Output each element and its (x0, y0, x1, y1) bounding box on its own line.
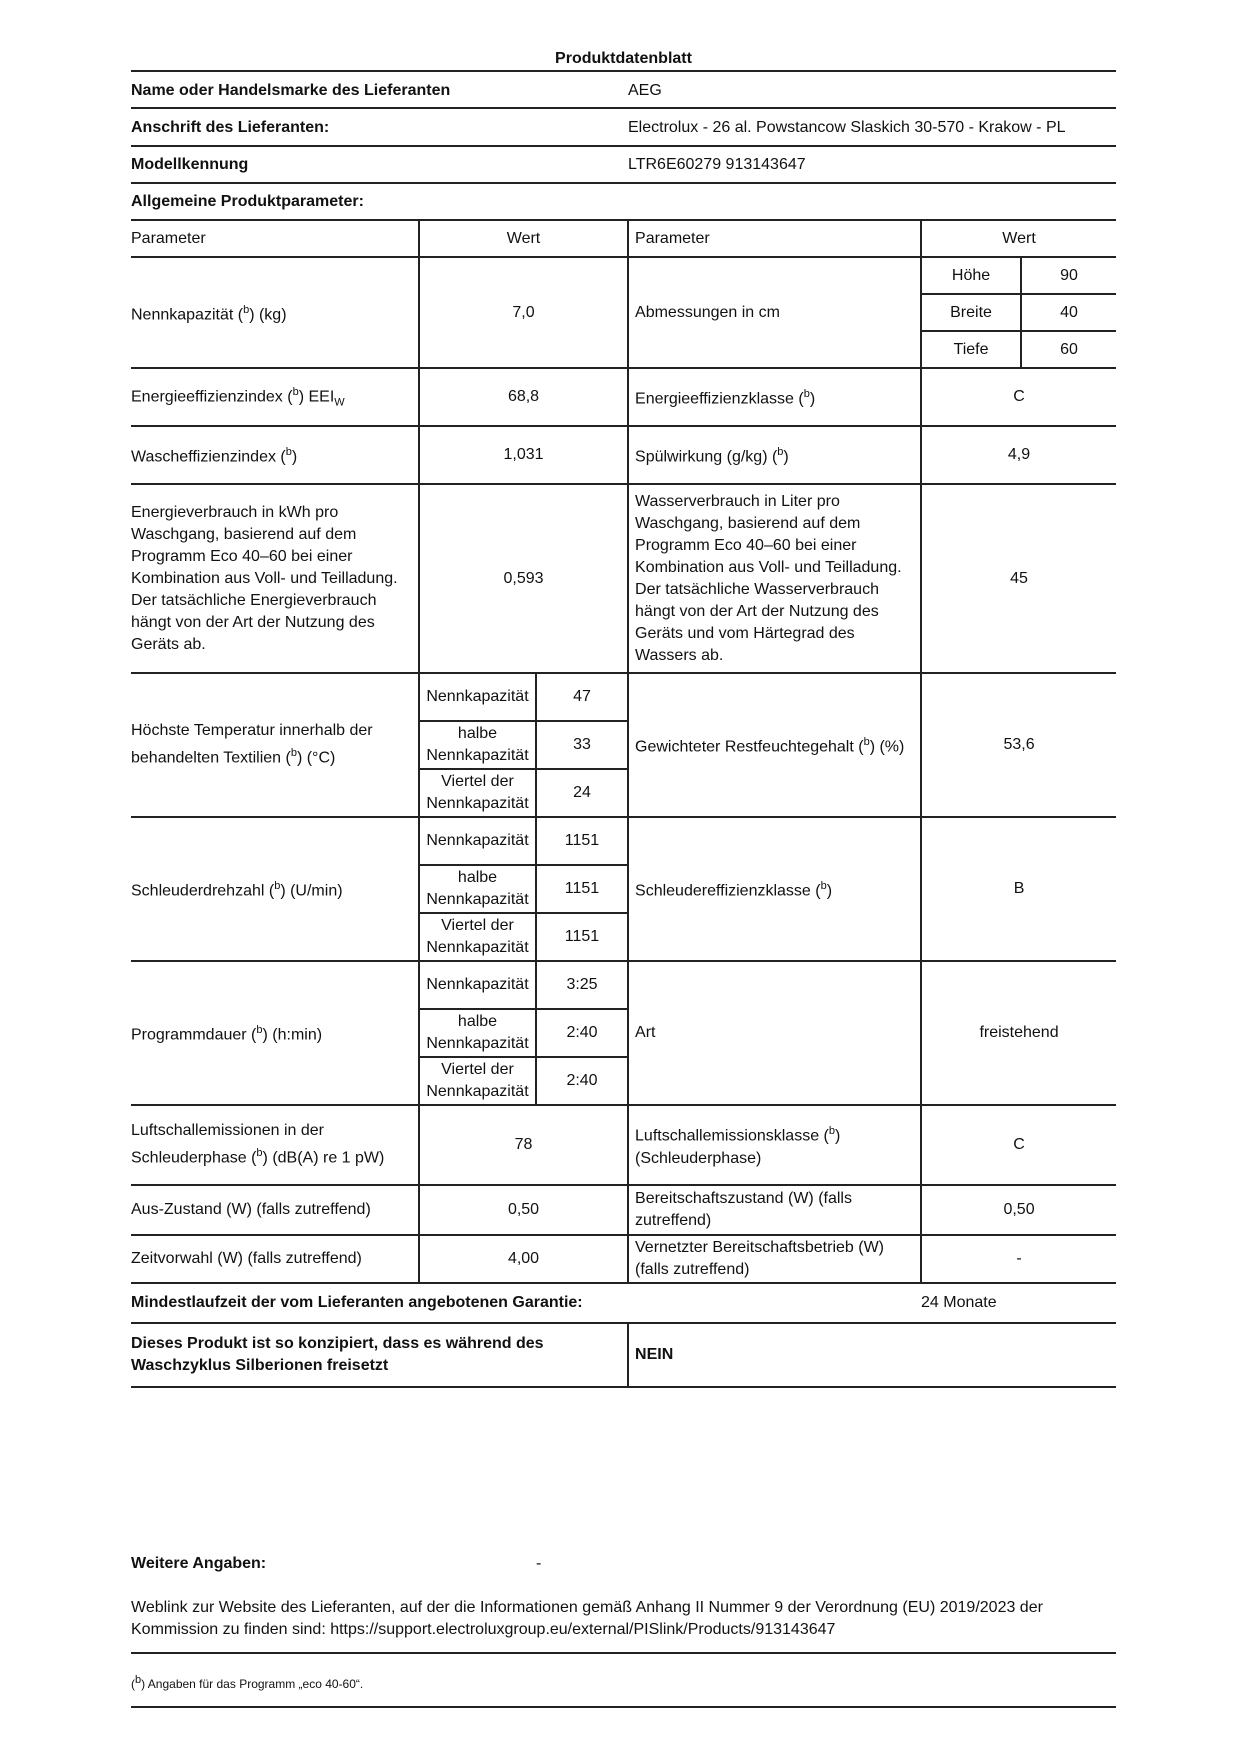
address-label: Anschrift des Lieferanten: (131, 119, 330, 136)
noise-label: Luftschallemissionen in der Schleuderphase ($^b$) (dB(A) re 1 pW) (131, 1105, 419, 1185)
model-row (131, 145, 1116, 182)
width-label: Breite (921, 294, 1021, 331)
spin-rated-value: 1151 (536, 817, 628, 865)
delay-start-label: Zeitvorwahl (W) (falls zutreffend) (131, 1235, 419, 1283)
duration-half-value: 2:40 (536, 1009, 628, 1057)
model-label: Modellkennung (131, 156, 249, 173)
warranty-value: 24 Monate (921, 1283, 1116, 1323)
parameter-table (131, 219, 1116, 1388)
duration-rated-label: Nennkapazität (419, 961, 536, 1009)
moisture-value: 53,6 (921, 673, 1116, 817)
moisture-label: Gewichteter Restfeuchtegehalt ($^b$) (%) (628, 673, 921, 817)
noise-class-value: C (921, 1105, 1116, 1185)
header-value2: Wert (921, 220, 1116, 257)
spin-speed-label: Schleuderdrehzahl ($^b$) (U/min) (131, 817, 419, 961)
spin-half-value: 1151 (536, 865, 628, 913)
spin-class-value: B (921, 817, 1116, 961)
wash-index-label: Wascheffizienzindex ($^b$) (131, 426, 419, 484)
spin-rated-label: Nennkapazität (419, 817, 536, 865)
warranty-row (131, 1283, 1116, 1323)
address-row (131, 107, 1116, 145)
water-consumption-label: Wasserverbrauch in Liter pro Waschgang, basierend auf dem Programm Eco 40–60 bei einer Kombination aus Voll- und Teilladung. Der tatsächliche Wasserverbrauch hängt von der Art der Nutzung des Geräts und vom Härtegrad des Wassers ab. (628, 484, 921, 673)
model-value: LTR6E60279 913143647 (628, 156, 806, 173)
temperature-quarter-value: 24 (536, 769, 628, 817)
height-label: Höhe (921, 257, 1021, 294)
header-param2: Parameter (628, 220, 921, 257)
table-header-row (131, 220, 1116, 257)
eei-label: Energieeffizienzindex ($^b$) $EEI_W$ (131, 368, 419, 426)
further-info-row (131, 1553, 1116, 1575)
spin-quarter-label: Viertel der Nennkapazität (419, 913, 536, 961)
table-row (131, 1185, 1116, 1235)
table-row (131, 1105, 1116, 1185)
further-value: - (536, 1555, 542, 1572)
energy-class-label: Energieeffizienzklasse ($^b$) (628, 368, 921, 426)
dimensions-label: Abmessungen in cm (628, 257, 921, 368)
capacity-value: 7,0 (419, 257, 628, 368)
header-param: Parameter (131, 220, 419, 257)
spin-class-label: Schleudereffizienzklasse ($^b$) (628, 817, 921, 961)
capacity-label: Nennkapazität ($^b$) (kg) (131, 257, 419, 368)
networked-standby-label: Vernetzter Bereitschaftsbetrieb (W) (falls zutreffend) (628, 1235, 921, 1283)
duration-rated-value: 3:25 (536, 961, 628, 1009)
rinse-value: 4,9 (921, 426, 1116, 484)
general-params-row (131, 182, 1116, 219)
temperature-rated-value: 47 (536, 673, 628, 721)
temperature-half-label: halbe Nennkapazität (419, 721, 536, 769)
table-row (131, 368, 1116, 426)
table-row (131, 961, 1116, 1009)
address-value: Electrolux - 26 al. Powstancow Slaskich 30-570 - Krakow - PL (628, 119, 1066, 136)
type-value: freistehend (921, 961, 1116, 1105)
energy-class-value: C (921, 368, 1116, 426)
duration-quarter-label: Viertel der Nennkapazität (419, 1057, 536, 1105)
divider (131, 1706, 1116, 1708)
duration-half-label: halbe Nennkapazität (419, 1009, 536, 1057)
supplier-row (131, 70, 1116, 107)
table-row (131, 484, 1116, 673)
noise-class-label: Luftschallemissionsklasse ($^b$) (Schleuderphase) (628, 1105, 921, 1185)
eei-value: 68,8 (419, 368, 628, 426)
temperature-rated-label: Nennkapazität (419, 673, 536, 721)
duration-quarter-value: 2:40 (536, 1057, 628, 1105)
off-mode-label: Aus-Zustand (W) (falls zutreffend) (131, 1185, 419, 1235)
weblink-text: Weblink zur Website des Lieferanten, auf der die Informationen gemäß Anhang II Nummer 9 der Verordnung (EU) 2019/2023 der Kommission zu finden sind: https://support.electroluxgroup.eu/external/PISlink/Products/913143647 (131, 1599, 1043, 1638)
table-row (131, 426, 1116, 484)
standby-label: Bereitschaftszustand (W) (falls zutreffend) (628, 1185, 921, 1235)
type-label: Art (628, 961, 921, 1105)
depth-label: Tiefe (921, 331, 1021, 368)
silver-value: NEIN (628, 1323, 1116, 1387)
general-params-label: Allgemeine Produktparameter: (131, 193, 364, 210)
width-value: 40 (1021, 294, 1116, 331)
standby-value: 0,50 (921, 1185, 1116, 1235)
noise-value: 78 (419, 1105, 628, 1185)
table-row (131, 1235, 1116, 1283)
footnote: (b) Angaben für das Programm „eco 40-60“. (131, 1674, 364, 1691)
silver-label: Dieses Produkt ist so konzipiert, dass es während des Waschzyklus Silberionen freisetzt (131, 1323, 628, 1387)
networked-standby-value: - (921, 1235, 1116, 1283)
table-row (131, 673, 1116, 721)
temperature-label: Höchste Temperatur innerhalb der behandelten Textilien ($^b$) (°C) (131, 673, 419, 817)
table-row (131, 817, 1116, 865)
supplier-value: AEG (628, 82, 662, 99)
rinse-label: Spülwirkung (g/kg) ($^b$) (628, 426, 921, 484)
header-value: Wert (419, 220, 628, 257)
temperature-quarter-label: Viertel der Nennkapazität (419, 769, 536, 817)
table-row (131, 257, 1116, 294)
duration-label: Programmdauer ($^b$) (h:min) (131, 961, 419, 1105)
warranty-label: Mindestlaufzeit der vom Lieferanten angebotenen Garantie: (131, 1283, 921, 1323)
spin-quarter-value: 1151 (536, 913, 628, 961)
spin-half-label: halbe Nennkapazität (419, 865, 536, 913)
silver-row (131, 1323, 1116, 1387)
depth-value: 60 (1021, 331, 1116, 368)
further-label: Weitere Angaben: (131, 1555, 267, 1572)
energy-consumption-value: 0,593 (419, 484, 628, 673)
page-title: Produktdatenblatt (555, 50, 692, 67)
divider (131, 1652, 1116, 1654)
delay-start-value: 4,00 (419, 1235, 628, 1283)
temperature-half-value: 33 (536, 721, 628, 769)
wash-index-value: 1,031 (419, 426, 628, 484)
supplier-label: Name oder Handelsmarke des Lieferanten (131, 82, 451, 99)
energy-consumption-label: Energieverbrauch in kWh pro Waschgang, basierend auf dem Programm Eco 40–60 bei einer Kombination aus Voll- und Teilladung. Der tatsächliche Energieverbrauch hängt von der Art der Nutzung des Geräts ab. (131, 484, 419, 673)
off-mode-value: 0,50 (419, 1185, 628, 1235)
height-value: 90 (1021, 257, 1116, 294)
water-consumption-value: 45 (921, 484, 1116, 673)
